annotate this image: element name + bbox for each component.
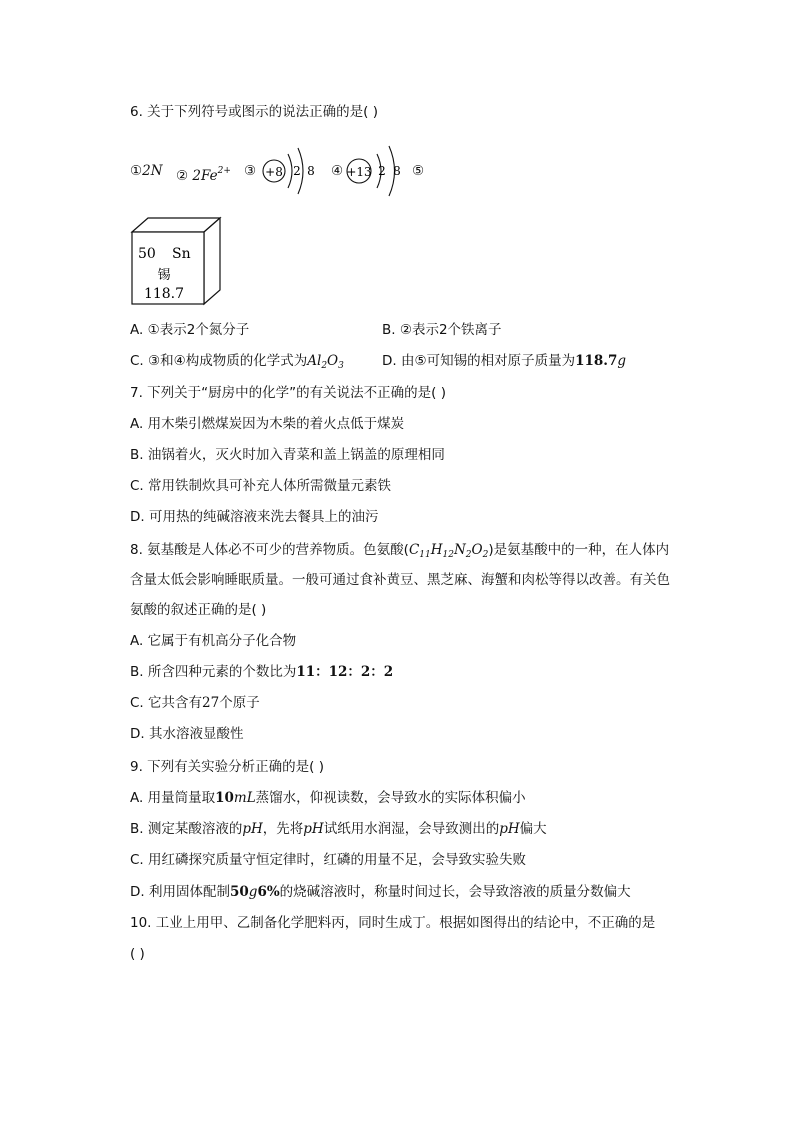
q6-stem: 6. 关于下列符号或图示的说法正确的是( ): [130, 104, 378, 120]
formula-el: N: [453, 542, 466, 558]
mass-unit: g: [617, 353, 627, 369]
formula-el: O: [471, 542, 483, 558]
nucleus-charge: +8: [265, 165, 283, 179]
option-text: 由: [400, 353, 415, 369]
q6-option-c: [130, 351, 344, 376]
option-text: B. 测定某酸溶液的: [130, 821, 243, 837]
ratio-value: 11：12：2：2: [296, 664, 394, 680]
volume-value: 10: [215, 790, 234, 806]
q9-option-c: C. 用红磷探究质量守恒定律时，红磷的用量不足，会导致实验失败: [130, 852, 527, 868]
shell-2-count: 8: [307, 164, 315, 178]
circled-5: ⑤: [414, 353, 427, 369]
atomic-mass: 118.7: [143, 286, 185, 302]
q9-stem: 9. 下列有关实验分析正确的是( ): [130, 759, 324, 775]
q6-symbol-1: [130, 161, 163, 181]
nucleus-charge: +13: [346, 165, 372, 179]
symbol-charge: 2+: [217, 166, 231, 176]
element-name: 锡: [157, 268, 171, 283]
q6-option-d: [382, 351, 626, 371]
shell-1-count: 2: [293, 164, 301, 178]
circled-1: ①: [130, 163, 143, 179]
q7-option-c: C. 常用铁制炊具可补充人体所需微量元素铁: [130, 478, 392, 494]
circled-2: ②: [399, 322, 412, 338]
element-cell-tin: [128, 214, 224, 308]
q6-option-b: [382, 320, 502, 340]
atomic-number: 50: [138, 246, 156, 262]
option-text: 蒸馏水，仰视读数，会导致水的实际体积偏小: [255, 790, 526, 806]
q7-option-d: D. 可用热的纯碱溶液来洗去餐具上的油污: [130, 509, 379, 525]
formula-sub: 2: [321, 361, 328, 371]
option-text: 可知锡的相对原子质量为: [426, 353, 576, 369]
circled-4: ④: [173, 353, 186, 369]
option-text: ，先将: [262, 821, 304, 837]
volume-unit: mL: [233, 790, 256, 806]
circled-2: ②: [176, 168, 189, 184]
option-letter: A.: [130, 322, 144, 338]
ph-symbol: pH: [303, 821, 324, 837]
formula-sub: 11: [419, 550, 431, 560]
q9-option-a: [130, 788, 526, 808]
circled-3: ③: [244, 163, 257, 179]
formula-tryptophan: [409, 542, 488, 558]
q8-option-d: D. 其水溶液显酸性: [130, 726, 244, 742]
atom-diagram-aluminum: [345, 140, 411, 200]
circled-1: ①: [147, 322, 160, 338]
formula-sub: 2: [465, 550, 472, 560]
formula-Al2O3: [307, 353, 344, 369]
atom-count: 27: [202, 695, 220, 711]
option-text: 个原子: [219, 695, 260, 711]
q7-option-a: A. 用木柴引燃煤炭因为木柴的着火点低于煤炭: [130, 416, 405, 432]
q8-stem-line-2: 含量太低会影响睡眠质量。一般可通过食补黄豆、黑芝麻、海蟹和肉松等得以改善。有关色: [130, 572, 670, 588]
formula-el: Al: [307, 353, 322, 369]
q6-symbol-row: [130, 140, 450, 200]
formula-sub: 2: [482, 550, 489, 560]
formula-sub: 3: [338, 361, 344, 371]
q10-stem-line-1: 10. 工业上用甲、乙制备化学肥料丙，同时生成丁。根据如图得出的结论中，不正确的是: [130, 915, 656, 931]
option-letter: C.: [130, 353, 144, 369]
mass-unit: g: [248, 884, 258, 900]
formula-el: C: [408, 542, 420, 558]
mass-value: 118.7: [575, 353, 618, 369]
shell-1-count: 2: [378, 164, 386, 178]
option-text: 的烧碱溶液时，称量时间过长，会导致溶液的质量分数偏大: [279, 884, 631, 900]
symbol-2Fe: 2Fe: [192, 168, 218, 184]
q9-option-d: [130, 882, 631, 902]
element-symbol: Sn: [172, 246, 191, 262]
shell-2-count: 8: [393, 164, 401, 178]
option-text: D. 利用固体配制: [130, 884, 230, 900]
formula-sub: 12: [442, 550, 454, 560]
stem-text: )是氨基酸中的一种，在人体内: [488, 542, 670, 558]
option-text: B. 所含四种元素的个数比为: [130, 664, 297, 680]
formula-el: O: [327, 353, 339, 369]
option-text: 表示2个铁离子: [411, 322, 502, 338]
symbol-2N: 2N: [142, 163, 163, 179]
option-text: C. 它共含有: [130, 695, 203, 711]
circled-3: ③: [148, 353, 161, 369]
q8-option-c: [130, 693, 260, 713]
ph-symbol: pH: [242, 821, 263, 837]
circled-4: ④: [331, 163, 344, 179]
circled-5: ⑤: [412, 163, 425, 179]
option-text: A. 用量筒量取: [130, 790, 216, 806]
q8-option-b: [130, 662, 393, 682]
q7-option-b: B. 油锅着火，灭火时加入青菜和盖上锅盖的原理相同: [130, 447, 445, 463]
mass-value: 50: [229, 884, 249, 900]
q6-symbol-2: [176, 161, 231, 186]
option-text: 和: [160, 353, 174, 369]
percent-value: 6%: [257, 884, 280, 900]
q8-stem-line-1: [130, 540, 669, 565]
q8-stem-line-3: 氨酸的叙述正确的是( ): [130, 602, 267, 618]
option-text: 试纸用水润湿，会导致测出的: [323, 821, 500, 837]
q9-option-b: [130, 819, 547, 839]
q6-option-a: [130, 320, 249, 340]
option-letter: D.: [382, 353, 397, 369]
ph-symbol: pH: [499, 821, 520, 837]
stem-text: 8. 氨基酸是人体必不可少的营养物质。色氨酸(: [130, 542, 409, 558]
q8-option-a: A. 它属于有机高分子化合物: [130, 633, 297, 649]
option-text: 偏大: [519, 821, 547, 837]
q7-stem: 7. 下列关于“厨房中的化学”的有关说法不正确的是( ): [130, 385, 446, 401]
q10-stem-line-2: ( ): [130, 946, 145, 962]
option-letter: B.: [382, 322, 396, 338]
option-text: 表示2个氮分子: [159, 322, 250, 338]
option-text: 构成物质的化学式为: [185, 353, 308, 369]
atom-diagram-oxygen: [258, 140, 320, 200]
formula-el: H: [430, 542, 443, 558]
